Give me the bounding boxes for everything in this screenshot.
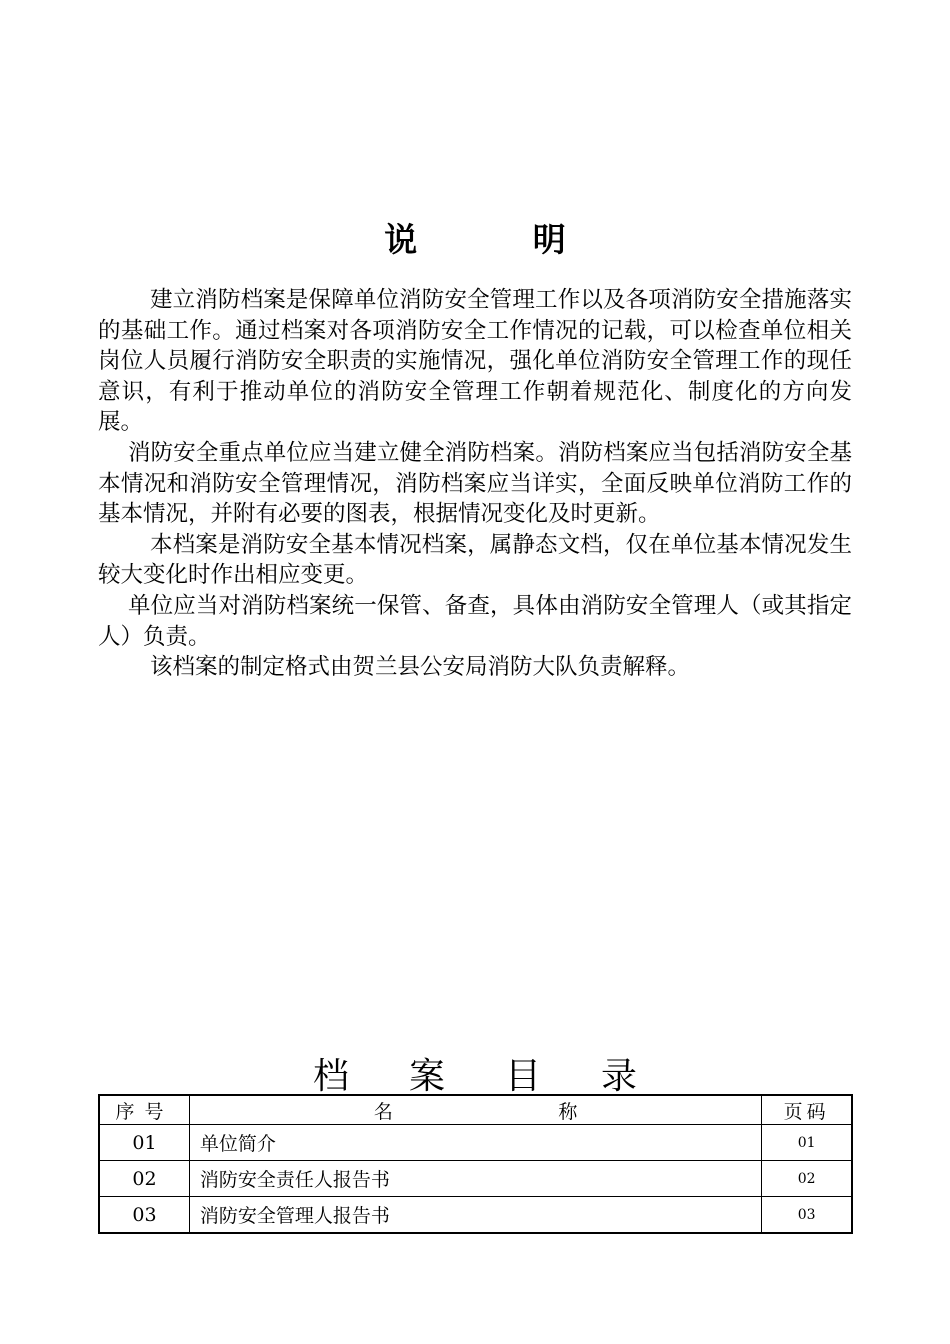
row-number: 03 bbox=[99, 1197, 189, 1234]
table-row bbox=[99, 1197, 852, 1234]
toc-title: 档案目录 bbox=[312, 1056, 697, 1097]
header-page: 页码 bbox=[762, 1095, 852, 1125]
paragraph-2: 消防安全重点单位应当建立健全消防档案。消防档案应当包括消防安全基本情况和消防安全管理情况，消防档案应当详实，全面反映单位消防工作的基本情况，并附有必要的图表，根据情况变化及时更新。 bbox=[98, 439, 852, 528]
paragraph-4: 单位应当对消防档案统一保管、备查，具体由消防安全管理人（或其指定人）负责。 bbox=[98, 592, 852, 650]
paragraph-5: 该档案的制定格式由贺兰县公安局消防大队负责解释。 bbox=[150, 654, 691, 681]
toc-table bbox=[98, 1094, 853, 1234]
row-number: 01 bbox=[99, 1125, 189, 1161]
row-name: 消防安全管理人报告书 bbox=[189, 1197, 761, 1234]
header-name-left: 名 bbox=[373, 1100, 393, 1123]
row-page: 03 bbox=[762, 1197, 852, 1234]
row-name: 单位简介 bbox=[189, 1125, 761, 1161]
row-name: 消防安全责任人报告书 bbox=[189, 1161, 761, 1197]
table-row bbox=[99, 1125, 852, 1161]
header-number: 序号 bbox=[99, 1095, 189, 1125]
row-page: 01 bbox=[762, 1125, 852, 1161]
row-number: 02 bbox=[99, 1161, 189, 1197]
paragraph-1: 建立消防档案是保障单位消防安全管理工作以及各项消防安全措施落实的基础工作。通过档案对各项消防安全工作情况的记载，可以检查单位相关岗位人员履行消防安全职责的实施情况，强化单位消防安全管理工作的现任意识，有利于推动单位的消防安全管理工作朝着规范化、制度化的方向发展。 bbox=[98, 287, 852, 436]
table-row bbox=[99, 1161, 852, 1197]
header-name-right: 称 bbox=[558, 1100, 578, 1123]
paragraph-3: 本档案是消防安全基本情况档案，属静态文档，仅在单位基本情况发生较大变化时作出相应变更。 bbox=[98, 531, 852, 589]
header-name bbox=[189, 1095, 761, 1125]
toc-header-row bbox=[99, 1095, 852, 1125]
row-page: 02 bbox=[762, 1161, 852, 1197]
description-body bbox=[98, 285, 852, 683]
page-title: 说 明 bbox=[384, 220, 618, 259]
